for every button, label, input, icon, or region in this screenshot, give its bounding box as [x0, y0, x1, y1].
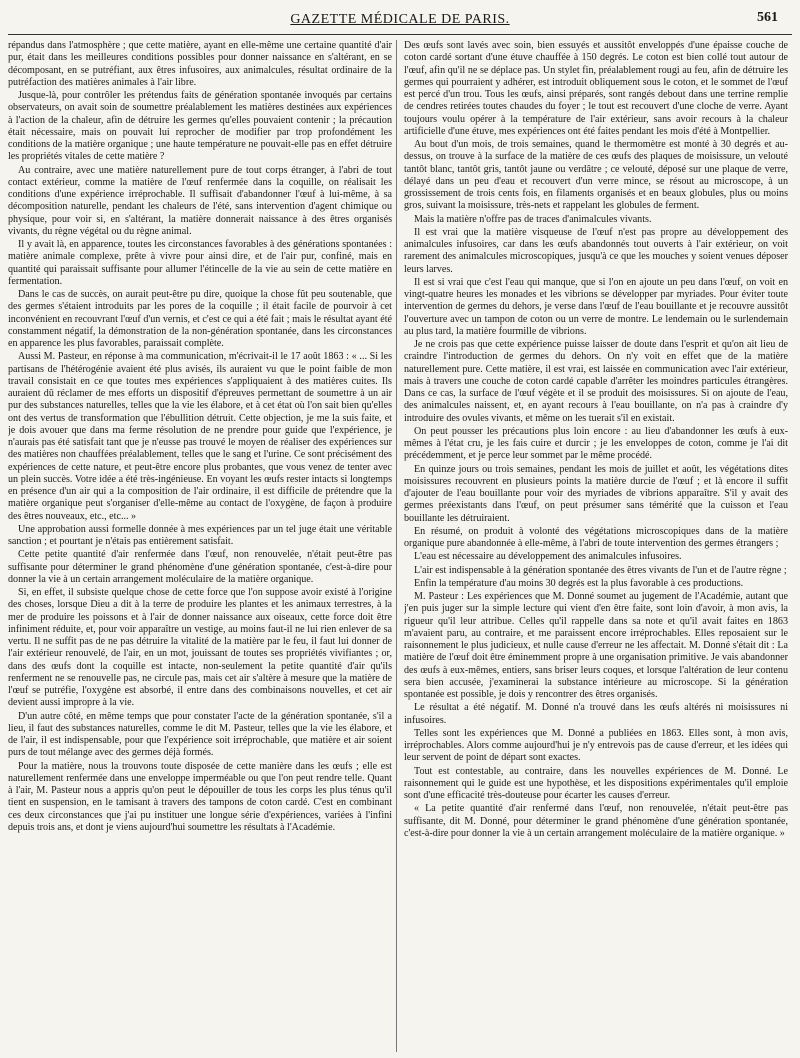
paragraph: L'air est indispensable à la génération spontanée des êtres vivants de l'un et de l'autre règne ;	[414, 564, 787, 576]
paragraph: Cette petite quantité d'air renfermée dans l'œuf, non renouvelée, n'était peut-être pas suffisante pour déterminer le grand phénomène d'une génération spontanée, c'est-à-dire pour donner la vie à un certain arrangement moléculaire de la matière organique.	[8, 549, 392, 585]
column-divider	[396, 40, 397, 1052]
paragraph: Le résultat a été négatif. M. Donné n'a trouvé dans les œufs altérés ni moisissures ni infusoires.	[404, 702, 788, 726]
paragraph: répandus dans l'atmosphère ; que cette matière, ayant en elle-même une certaine quantité d'air pur, était dans les meilleures conditions possibles pour donner naissance en s'altérant, en se décomposant, en se putréfiant, aux êtres infusoires, aux animalcules, résultat ordinaire de la putréfaction des matières animales à l'air libre.	[8, 40, 392, 88]
paragraph: D'un autre côté, en même temps que pour constater l'acte de la génération spontanée, s'il a lieu, il faut des substances naturelles, comme le dit M. Pasteur, telles que la vie les élabore, et de l'air, il est indispensable, pour que l'expérience soit irréprochable, que matière et air soient purs de tout mélange avec des germes déjà formés.	[8, 710, 392, 759]
paragraph: Dans le cas de succès, on aurait peut-être pu dire, quoique la chose fût peu soutenable, que des germes s'étaient introduits par les pores de la coquille ; il était facile de pourvoir à cet inconvénient en recouvrant l'œuf d'un vernis, et c'est ce qui a été fait ; mais le résultat ayant été constamment négatif, la démonstration de la non-génération spontanée, dans les circonstances en apparence les plus favorables, paraissait complète.	[8, 289, 392, 349]
paragraph: Des œufs sont lavés avec soin, bien essuyés et aussitôt enveloppés d'une épaisse couche de coton cardé sortant d'une étuve chauffée à 150 degrés. Le coton est bien collé tout autour de l'œuf, afin qu'il ne se déplace pas. Un stylet fin, préalablement rougi au feu, afin de détruire les germes qui pourraient y adhérer, est introduit obliquement sous le coton, et le sommet de l'œuf est percé d'un trou. Tous les œufs, ainsi préparés, sont rangés debout dans une terrine remplie de cendres retirées toutes chaudes du foyer ; le tout est recouvert d'une cloche de verre. Ayant toujours voulu opérer à la température de l'air extérieur, sans avoir recours à la chaleur artificielle d'une étuve, mes expériences ont été faites pendant les mois d'été à Montpellier.	[404, 40, 788, 137]
paragraph: En quinze jours ou trois semaines, pendant les mois de juillet et août, les végétations dites moisissures recouvrent en plusieurs points la matière durcie de l'œuf ; et là encore il suffit d'ajouter de l'eau bouillante pour voir des myriades de vibrions apparaître. S'il y avait des germes préexistants dans l'œuf, on peut présumer sans témérité que la cuisson et l'eau bouillante les détruiraient.	[404, 463, 788, 524]
paragraph: Il est vrai que la matière visqueuse de l'œuf n'est pas propre au développement des animalcules infusoires, car dans les œufs abandonnés tout ouverts à l'air extérieur, on voit rarement des animalcules microscopiques, jusqu'à ce que les mouches y soient venues déposer leurs larves.	[404, 226, 788, 275]
paragraph: Il est si vrai que c'est l'eau qui manque, que si l'on en ajoute un peu dans l'œuf, on voit en vingt-quatre heures les monades et les vibrions se développer par myriades. Pour éviter toute intervention de germes du dehors, je verse dans l'œuf de l'eau bouillante et je recouvre aussitôt l'ouverture avec un tampon de coton ou un verre de montre. Le lendemain ou le surlendemain au plus tard, la matière fourmille de vibrions.	[404, 276, 788, 337]
paragraph: Jusque-là, pour contrôler les prétendus faits de génération spontanée invoqués par certains observateurs, on avait soin de soumettre préalablement les matières destinées aux expériences à l'action de la chaleur, afin de détruire les germes qu'elles pouvaient contenir ; la précaution était nécessaire, mais on pouvait lui reprocher de modifier par trop profondément les conditions de la matière organique ; une haute température ne pouvait-elle pas en effet détruire les propriétés vitales de cette matière ?	[8, 90, 392, 163]
paragraph: Tout est contestable, au contraire, dans les nouvelles expériences de M. Donné. Le raisonnement qui le guide est une hypothèse, et les dispositions expérimentales qu'il emploie sont d'une efficacité très-douteuse pour écarter les causes d'erreur.	[404, 765, 788, 801]
right-column	[404, 40, 788, 1052]
header-rule	[8, 34, 792, 35]
page-number: 561	[757, 10, 778, 25]
paragraph: Mais la matière n'offre pas de traces d'animalcules vivants.	[414, 213, 652, 225]
paragraph: En résumé, on produit à volonté des végétations microscopiques dans de la matière organique pure abandonnée à elle-même, à l'abri de toute intervention des germes étrangers ;	[404, 525, 788, 549]
paragraph: Enfin la température d'au moins 30 degrés est la plus favorable à ces productions.	[414, 577, 744, 589]
paragraph: Aussi M. Pasteur, en réponse à ma communication, m'écrivait-il le 17 août 1863 : « ... Si les partisans de l'hétérogénie avaient été plus avisés, ils auraient vu que le point faible de mon travail consistait en ce que toutes mes expériences s'appliquaient à des matières cuites. Ils auraient dû réclamer de mes efforts un dispositif d'épreuves permettant de soumettre à un air pur des substances naturelles, telles que la vie les élabore, et à cet état où l'on sait bien qu'elles ont des vertus de transformation que l'ébullition détruit. Cette objection, je me la suis faite, et je dois avouer que dans ma ferme résolution de ne prendre pour guide que l'expérience, je n'aurais pas été satisfait tant que je n'eusse pas trouvé le moyen de réaliser des expériences sur des matières non chauffées préalablement, telles que le sang et l'urine. Ce sont précisément des expériences de cette nature, et peut-être encore plus probantes, que vous venez de tenter avec un plein succès. Votre idée a été très-ingénieuse. En voyant les œufs rester intacts si longtemps en présence d'un air qui a la composition de l'air ordinaire, il est difficile de prétendre que la matière organique peut s'organiser d'elle-même au contact de l'oxygène, de façon à produire des êtres nouveaux, etc., etc... »	[8, 351, 392, 522]
paragraph: L'eau est nécessaire au développement des animalcules infusoires.	[414, 551, 682, 563]
paragraph: Si, en effet, il subsiste quelque chose de cette force que l'on suppose avoir existé à l'origine des choses, lorsque Dieu a dit à la terre de produire les plantes et les animaux terrestres, à la mer de produire les poissons et à l'air de donner naissance aux oiseaux, cette force doit être infiniment réduite, et, pour voir apparaître un vestige, au moins faut-il ne lui rien enlever de sa vertu. Il ne suffit pas de ne pas détruire la vitalité de la matière par le feu, il faut lui donner de l'air extérieur renouvelé, de l'air, en un mot, jouissant de toutes ses propriétés vivifiantes ; or, dans des œufs dont la coquille est intacte, non-seulement la petite quantité d'air qu'ils renferment ne se renouvelle pas, ne circule pas, mais cet air s'altère à mesure que la matière de l'œuf se putréfie, l'oxygène est absorbé, il entre dans des combinaisons nouvelles, et cet air devient aussi impropre à la vie.	[8, 587, 392, 709]
paragraph: Je ne crois pas que cette expérience puisse laisser de doute dans l'esprit et qu'on ait lieu de craindre l'introduction de germes du dehors. On n'y voit en effet que de la matière naturellement pure. Cette matière, il est vrai, est laissée en communication avec l'air extérieur, mais à travers une couche de coton cardé capable d'arrêter les moindres particules étrangères. Dans ce cas, la surface de l'œuf végète et il se produit des moisissures. Si on ajoute de l'eau, des animalcules naissent, et, en ayant recours à l'eau bouillante, on n'a pas à craindre d'y introduire des ovules vivants, et même on les tuerait s'il en existait.	[404, 339, 788, 424]
paragraph: Au bout d'un mois, de trois semaines, quand le thermomètre est monté à 30 degrés et au-dessus, on trouve à la surface de la matière de ces œufs des plaques de moisissure, un velouté tantôt blanc, tantôt gris, tantôt jaune ou verdâtre ; ce velouté, déposé sur une plaque de verre, délayé dans un peu d'eau et recouvert d'un verre mince, se résout au microscope, à un grossissement de trois cents fois, en filaments organisés et en beaux globules, plus ou moins gros, suivant la moisissure, très-nets et rappelant les globules de ferment.	[404, 139, 788, 212]
paragraph: Telles sont les expériences que M. Donné a publiées en 1863. Elles sont, à mon avis, irréprochables. Alors comme aujourd'hui je n'y entrevois pas de cause d'erreur, et les idées qui leur servent de point de départ sont exactes.	[404, 727, 788, 764]
paragraph: Au contraire, avec une matière naturellement pure de tout corps étranger, à l'abri de tout contact extérieur, comme la matière de l'œuf renfermée dans la coquille, on réalisait les conditions d'une expérience irréprochable. Il suffisait d'abandonner l'œuf à lui-même, à sa décomposition naturelle, pendant les chaleurs de l'été, sans intervention d'agent chimique ou physique, pour voir si, en s'altérant, la matière donnerait naissance à des êtres organisés vivants, du règne végétal ou du règne animal.	[8, 164, 392, 237]
paragraph: Une approbation aussi formelle donnée à mes expériences par un tel juge était une véritable sanction ; et pourtant je n'étais pas entièrement satisfait.	[8, 523, 392, 547]
paragraph: Pour la matière, nous la trouvons toute disposée de cette manière dans les œufs ; elle est naturellement renfermée dans une enveloppe imperméable ou que l'on peut rendre telle. Quant à l'air, M. Pasteur nous a appris qu'on peut le dépouiller de tous les corps les plus ténus qu'il tient en suspension, en le tamisant à travers des tampons de coton cardé. C'est en combinant ces deux circonstances que j'ai pu instituer une longue série d'expériences, variées à l'infini depuis trois ans, et dont je viens aujourd'hui soumettre les résultats à l'Académie.	[8, 760, 392, 833]
left-column	[8, 40, 392, 1052]
paragraph: On peut pousser les précautions plus loin encore : au lieu d'abandonner les œufs à eux-mêmes à l'état cru, je les fais cuire et durcir ; je les enveloppes de coton, comme je l'ai dit précédemment, et je perce leur sommet par le même procédé.	[404, 425, 788, 462]
paragraph: Il y avait là, en apparence, toutes les circonstances favorables à des générations spontanées : matière animale complexe, prête à vivre pour ainsi dire, et de l'air pur, confiné, mais en quantité qui paraissait suffisante pour allumer l'étincelle de la vie au sein de cette matière en fermentation.	[8, 239, 392, 287]
paragraph: M. Pasteur : Les expériences que M. Donné soumet au jugement de l'Académie, autant que j'en puis juger sur la simple lecture qui vient d'en être faite, sont loin d'avoir, à mon avis, la rigueur qu'il leur attribue. Celles qu'il rappelle dans sa note et qu'il avait faites en 1863 m'avaient paru, au contraire, et me paraissent encore irréprochables. Elles reposaient sur le raisonnement le plus judicieux, et nulle cause d'erreur ne les affectait. M. Donné s'était dit : La matière de l'œuf doit être éminemment propre à une organisation primitive. Je vais abandonner des œufs à eux-mêmes, entiers, sans briser leurs coques, et lorsque l'altération de leur contenu sera bien accusée, j'examinerai la substance intérieure au microscope. Si la génération spontanée est possible, je dois y rencontrer des êtres organisés.	[404, 591, 788, 700]
journal-title: GAZETTE MÉDICALE DE PARIS.	[290, 12, 510, 27]
paragraph: « La petite quantité d'air renfermé dans l'œuf, non renouvelée, n'était peut-être pas suffisante, dit M. Donné, pour déterminer le grand phénomène d'une génération spontanée, c'est-à-dire pour donner la vie à un certain arrangement moléculaire de la matière organique. »	[404, 803, 788, 839]
page-header	[0, 8, 800, 36]
